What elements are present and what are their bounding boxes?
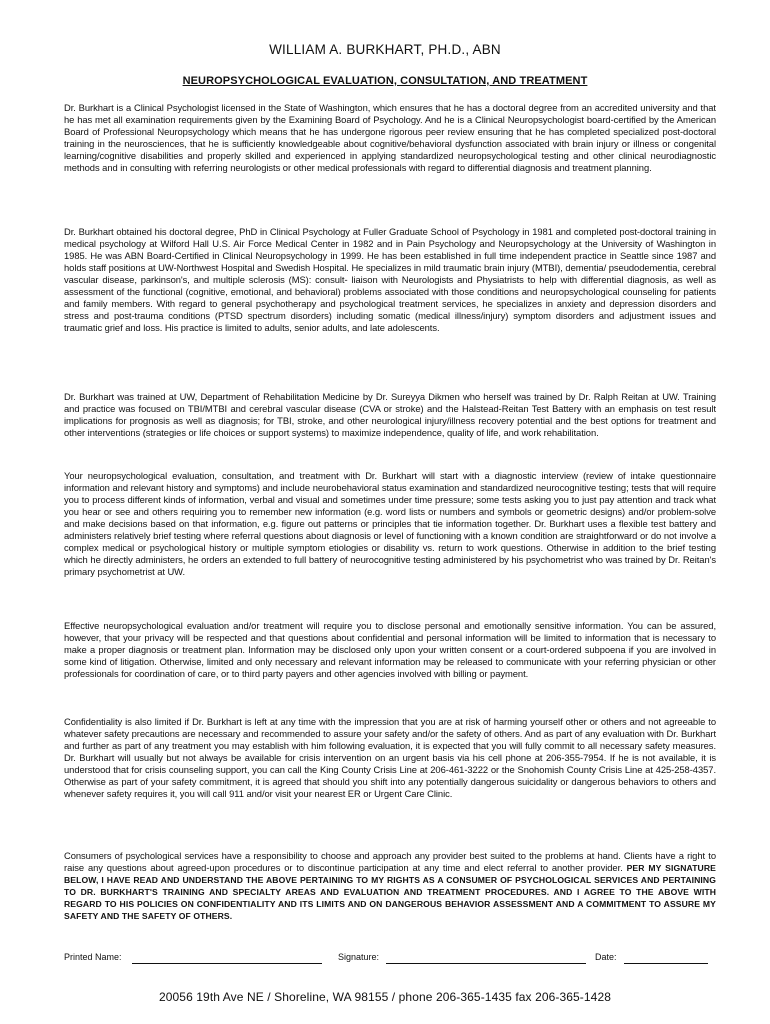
paragraph-evaluation-process: Your neuropsychological evaluation, consultation, and treatment with Dr. Burkhart will start with a diagnostic interview (review of intake questionnaire information and relevant history and symptoms) and include neurobehavioral status examination and standardized neurocognitive testing; tests that will require you to process different kinds of information, verbal and visual and sometimes under time pressure; some tests asking you to just pay attention and track what you hear or see and others requiring you to remember new information (e.g. word lists or numbers and symbols or geometric designs) and/or problem-solve and make decisions based on that information, e.g. figure out patterns or principles that tie information together. Dr. Burkhart uses a flexible test battery and administers relatively brief testing where referral questions about diagnosis or level of functioning with a known condition are straightforward or do not involve a complex medical or psychological history or multiple symptom etiologies or disability vs. return to work questions. Otherwise in addition to the brief testing which he directly administers, he orders an extended to full battery of neurocognitive testing administered by his psychometrist who was trained by Dr. Reitan's primary psychometrist at UW.: [64, 470, 716, 577]
signature-block: [64, 952, 724, 968]
practitioner-name: WILLIAM A. BURKHART, PH.D., ABN: [269, 42, 501, 57]
paragraph-confidentiality-limits: Confidentiality is also limited if Dr. Burkhart is left at any time with the impression that you are at risk of harming yourself other or others and not agreeable to whatever safety precautions are necessary and recommended to assure your safety and/or the safety of others. And as part of any evaluation with Dr. Burkhart and further as part of any treatment you may establish with him following evaluation, it is expected that you will fully commit to all necessary safety measures. Dr. Burkhart will usually but not always be available for crisis intervention on an urgent basis via his cell phone at 206-355-7954. If he is not available, it is understood that for crisis counseling support, you can call the King County Crisis Line at 206-461-3222 or the Snohomish County Crisis Line at 425-258-4357. Otherwise as part of your safety commitment, it is agreed that should you shift into any potentially dangerous suicidality or dangerous behaviors to others and whenever safety requires it, you will call 911 and/or visit your nearest ER or Urgent Care Clinic.: [64, 716, 716, 799]
paragraph-consumer-rights: [64, 850, 716, 922]
footer-contact-info: 20056 19th Ave NE / Shoreline, WA 98155 / phone 206-365-1435 fax 206-365-1428: [158, 990, 612, 1004]
printed-name-field[interactable]: [132, 963, 322, 964]
signature-field[interactable]: [386, 963, 586, 964]
paragraph-privacy: Effective neuropsychological evaluation and/or treatment will require you to disclose personal and emotionally sensitive information. You can be assured, however, that your privacy will be respected and that questions about confidential and personal information will be limited to information that is necessary to make a proper diagnosis or treatment plan. Information may be disclosed only upon your written consent or a court-ordered subpoena if you are involved in some kind of litigation. Otherwise, limited and only necessary and relevant information may be released to communicate with your referring physician or other professionals for coordination of care, or to third party payers and other agencies involved with billing or payment.: [64, 620, 716, 679]
consent-statement: PER MY SIGNATURE BELOW, I HAVE READ AND UNDERSTAND THE ABOVE PERTAINING TO MY RIGHTS AS A CONSUMER OF PSYCHOLOGICAL SERVICES AND PERTAINING TO DR. BURKHART'S TRAINING AND SPECIALTY AREAS AND EVALUATION AND TREATMENT PROCEDURES. AND I AGREE TO THE ABOVE WITH REGARD TO HIS POLICIES ON CONFIDENTIALITY AND ITS LIMITS AND ON DANGEROUS BEHAVIOR ASSESSMENT AND A COMMITMENT TO ASSURE MY SAFETY AND THE SAFETY OF OTHERS.: [64, 863, 716, 921]
date-label: Date:: [595, 952, 617, 962]
paragraph-uw-training: Dr. Burkhart was trained at UW, Department of Rehabilitation Medicine by Dr. Sureyya Dikmen who herself was trained by Dr. Ralph Reitan at UW. Training and practice was focused on TBI/MTBI and cerebral vascular disease (CVA or stroke) and the Halstead-Reitan Test Battery with an emphasis on test result implications for prognosis as well as diagnosis; for TBI, stroke, and other neurological injury/illness recovery potential and the best options for treatment and other interventions (strategies or life choices or support systems) to maximize independence, quality of life, and work rehabilitation.: [64, 391, 716, 438]
date-field[interactable]: [624, 963, 708, 964]
consumer-rights-text: Consumers of psychological services have a responsibility to choose and approach any provider best suited to the problems at hand. Clients have a right to raise any questions about agreed-upon procedures or to discontinue participation at any time and elect referral to another provider.: [64, 850, 716, 873]
signature-label: Signature:: [338, 952, 380, 962]
paragraph-training-and-specialties: Dr. Burkhart obtained his doctoral degree, PhD in Clinical Psychology at Fuller Graduate School of Psychology in 1981 and completed post-doctoral training in medical psychology at Wilford Hall U.S. Air Force Medical Center in 1982 and in Pain Psychology and Neuropsychology at the University of Washington in 1985. He was ABN Board-Certified in Clinical Neuropsychology in 1999. He has been established in full time independent practice in Seattle since 1987 and holds staff positions at UW-Northwest Hospital and Swedish Hospital. He specializes in mild traumatic brain injury (MTBI), dementia/ pseudodementia, cerebral vascular disease, parkinson's, and multiple sclerosis (MS): consult- liaison with Neurologists and Physiatrists to help with differential diagnosis, as well as assessment of the functional (cognitive, emotional, and behavioral) problems associated with those conditions and neuropsychological counseling for patients and family members. With regard to general psychotherapy and psychological treatment services, he specializes in anxiety and depression disorders and stress and post-trauma conditions (PTSD spectrum disorders) including somatic (medical illness/injury) symptom disorders and adjustment issues and traumatic grief and loss. His practice is limited to adults, senior adults, and late adolescents.: [64, 226, 716, 333]
document-title: NEUROPSYCHOLOGICAL EVALUATION, CONSULTATION, AND TREATMENT: [182, 75, 588, 87]
printed-name-label: Printed Name:: [64, 952, 122, 962]
paragraph-credentials: Dr. Burkhart is a Clinical Psychologist licensed in the State of Washington, which ensures that he has a doctoral degree from an accredited university and that he has met all examination requirements given by the Examining Board of Psychology. And he is a Clinical Neuropsychologist board-certified by the American Board of Professional Neuropsychology which means that he has undergone rigorous peer review ensuring that he has completed specialized post-doctoral training in the neurosciences, that he is sufficiently knowledgeable about cognitive/behavioral dysfunction associated with brain injury or illness or congenital learning/cognitive disabilities and properly skilled and experienced in applying standardized neuropsychological testing and other clinical neurodiagnostic methods and in consulting with referring neurologists or other medical professionals with regard to differential diagnosis and treatment planning.: [64, 102, 716, 173]
